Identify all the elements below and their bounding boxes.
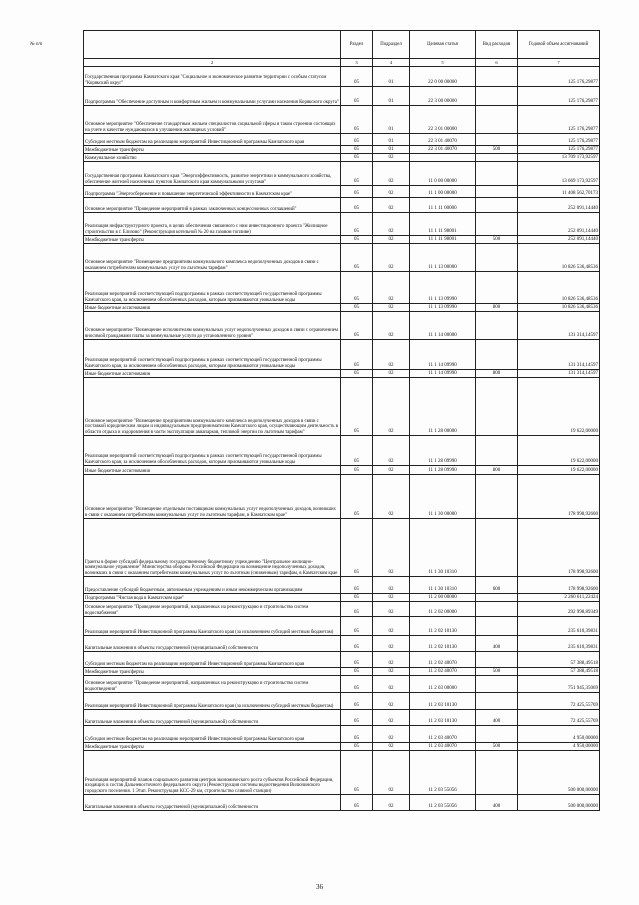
- row-podrazdel-cell: 02: [373, 154, 410, 162]
- row-vid-cell: 800: [476, 304, 518, 312]
- table-row: [84, 162, 600, 186]
- table-row: [84, 751, 600, 795]
- row-sum-cell: 13 709 173,92597: [518, 154, 600, 162]
- row-razdel-cell: 05: [341, 340, 373, 370]
- table-row: [84, 304, 600, 312]
- row-vid-cell: [476, 312, 518, 340]
- row-podrazdel-cell: 02: [373, 710, 410, 726]
- row-name-cell: Гранты в форме субсидий федеральному государственному бюджетному учреждению "Центральное жилищно-коммунальное управление" Министерства обороны Российской Федерации на возмещение недополученных доходов, возникших в связи с оказанием потребителям коммунальных услуг по льготным (сниженным) тарифам, в Камчатском крае: [84, 519, 341, 577]
- row-vid-cell: [476, 244, 518, 272]
- table-row: [84, 134, 600, 146]
- row-sum-cell: 125 176,29877: [518, 106, 600, 134]
- table-row: [84, 636, 600, 652]
- row-sum-cell: 19 622,00000: [518, 466, 600, 475]
- row-name-cell: Реализация мероприятий соответствующей подпрограммы в рамках соответствующей государственной программы Камчатского края, за исключением обособленных расходов, которым присваиваются уникальные коды: [84, 340, 341, 370]
- row-razdel-cell: 05: [341, 186, 373, 198]
- row-podrazdel-cell: 02: [373, 726, 410, 743]
- row-podrazdel-cell: 02: [373, 213, 410, 236]
- row-name-cell: Иные бюджетные ассигнования: [84, 370, 341, 378]
- row-sum-cell: 57 388,49518: [518, 652, 600, 668]
- row-statya-cell: 11 2 02 40070: [410, 668, 476, 676]
- row-razdel-cell: 05: [341, 162, 373, 186]
- row-statya-cell: 11 2 03 00000: [410, 676, 476, 693]
- table-row: [84, 743, 600, 751]
- row-razdel-cell: 05: [341, 272, 373, 304]
- row-podrazdel-cell: 02: [373, 378, 410, 436]
- row-statya-cell: 11 2 02 10130: [410, 636, 476, 652]
- row-razdel-cell: 05: [341, 304, 373, 312]
- row-podrazdel-cell: 02: [373, 162, 410, 186]
- row-statya-cell: 11 2 02 10130: [410, 617, 476, 636]
- table-row: [84, 340, 600, 370]
- header-name-cell: [84, 31, 341, 59]
- row-vid-cell: 400: [476, 795, 518, 811]
- table-row: [84, 272, 600, 304]
- row-sum-cell: 131 314,14597: [518, 370, 600, 378]
- row-podrazdel-cell: 02: [373, 693, 410, 710]
- table-row: [84, 244, 600, 272]
- row-podrazdel-cell: 02: [373, 436, 410, 466]
- row-name-cell: Реализация инфраструктурного проекта, в целях обеспечения связанного с ним инвестиционного проекта "Жилищное строительство в г. Елизово" (Реконструкция котельной № 20 на газовом топливе): [84, 213, 341, 236]
- table-row: [84, 146, 600, 154]
- row-statya-cell: 11 1 00 00000: [410, 186, 476, 198]
- row-vid-cell: [476, 751, 518, 795]
- row-name-cell: Межбюджетные трансферты: [84, 236, 341, 244]
- row-razdel-cell: 05: [341, 726, 373, 743]
- row-razdel-cell: 05: [341, 795, 373, 811]
- row-vid-cell: 500: [476, 236, 518, 244]
- row-name-cell: Капитальные вложения в объекты государственной (муниципальной) собственности: [84, 795, 341, 811]
- row-name-cell: Подпрограмма "Обеспечение доступным и комфортным жильем и коммунальными услугами населения Корякского округа": [84, 87, 341, 106]
- row-podrazdel-cell: 02: [373, 304, 410, 312]
- row-podrazdel-cell: 02: [373, 475, 410, 519]
- row-razdel-cell: 05: [341, 475, 373, 519]
- row-podrazdel-cell: 02: [373, 577, 410, 594]
- row-vid-cell: [476, 340, 518, 370]
- row-podrazdel-cell: 02: [373, 312, 410, 340]
- row-razdel-cell: 05: [341, 751, 373, 795]
- row-vid-cell: [476, 134, 518, 146]
- row-podrazdel-cell: 02: [373, 198, 410, 213]
- row-name-cell: Основное мероприятие "Возмещение предприятиям коммунального комплекса недополученных доходов в связи с оказанием потребителям коммунальных услуг по льготным тарифам": [84, 244, 341, 272]
- row-sum-cell: 131 314,14597: [518, 340, 600, 370]
- row-statya-cell: 11 2 03 40070: [410, 726, 476, 743]
- row-podrazdel-cell: 02: [373, 186, 410, 198]
- row-razdel-cell: 05: [341, 676, 373, 693]
- row-sum-cell: 10 826 536,48536: [518, 272, 600, 304]
- row-name-cell: Государственная программа Камчатского края "Социальное и экономическое развитие территории с особым статусом "Корякский округ": [84, 67, 341, 87]
- row-razdel-cell: 05: [341, 154, 373, 162]
- row-statya-cell: 11 1 14 00000: [410, 312, 476, 340]
- row-razdel-cell: 05: [341, 146, 373, 154]
- row-name-cell: Коммунальное хозяйство: [84, 154, 341, 162]
- row-statya-cell: 11 1 13 09990: [410, 304, 476, 312]
- row-podrazdel-cell: 02: [373, 370, 410, 378]
- row-podrazdel-cell: 02: [373, 676, 410, 693]
- row-statya-cell: 11 1 11 98001: [410, 213, 476, 236]
- row-vid-cell: 500: [476, 146, 518, 154]
- table-row: [84, 213, 600, 236]
- row-razdel-cell: 05: [341, 652, 373, 668]
- row-name-cell: Основное мероприятие "Возмещение предприятиям коммунального комплекса недополученных доходов в связи с поставкой юридическим лицам и индивидуальным предпринимателям Камчатского края, осуществляющим деятельность в области отдыха и оздоровления в части эксплуатации аквапарков, тепловой энергии по льготным тарифам": [84, 378, 341, 436]
- row-sum-cell: 2 260 611,22424: [518, 594, 600, 602]
- row-vid-cell: [476, 617, 518, 636]
- row-name-cell: Основное мероприятие "Обеспечение стандартным жильем специалистов социальной сферы в таком строении состоящих на учете в качестве нуждающихся в улучшении жилищных условий": [84, 106, 341, 134]
- row-razdel-cell: 05: [341, 312, 373, 340]
- table-row: [84, 186, 600, 198]
- row-statya-cell: 11 1 30 10310: [410, 577, 476, 594]
- row-razdel-cell: 05: [341, 198, 373, 213]
- table-row: [84, 710, 600, 726]
- row-vid-cell: [476, 213, 518, 236]
- row-name-cell: Основное мероприятие "Проведение мероприятий в рамках заключенных концессионных соглашений": [84, 198, 341, 213]
- row-statya-cell: 22 3 01 40070: [410, 134, 476, 146]
- row-vid-cell: 800: [476, 466, 518, 475]
- row-vid-cell: [476, 475, 518, 519]
- row-name-cell: Основное мероприятие "Проведение мероприятий, направленных на реконструкцию и строительство систем водоотведения": [84, 676, 341, 693]
- row-vid-cell: [476, 693, 518, 710]
- row-statya-cell: 11 2 03 40070: [410, 743, 476, 751]
- row-podrazdel-cell: 02: [373, 602, 410, 617]
- row-podrazdel-cell: 01: [373, 87, 410, 106]
- row-vid-cell: 500: [476, 668, 518, 676]
- row-name-cell: Основное мероприятие "Возмещение исполнителям коммунальных услуг недополученных доходов в связи с ограничением вносимой гражданами платы за коммунальные услуги до установленного уровня": [84, 312, 341, 340]
- row-statya-cell: 22 3 01 40070: [410, 146, 476, 154]
- header-sum: Годовой объем ассигнований: [518, 31, 600, 59]
- row-vid-cell: [476, 67, 518, 87]
- row-podrazdel-cell: 02: [373, 636, 410, 652]
- row-statya-cell: 11 2 03 55056: [410, 795, 476, 811]
- row-statya-cell: 11 2 03 10130: [410, 693, 476, 710]
- table-row: [84, 154, 600, 162]
- row-sum-cell: 500 000,00000: [518, 795, 600, 811]
- row-sum-cell: 125 176,29877: [518, 87, 600, 106]
- row-razdel-cell: 05: [341, 636, 373, 652]
- row-name-cell: Подпрограмма "Чистая вода в Камчатском крае": [84, 594, 341, 602]
- row-vid-cell: [476, 436, 518, 466]
- row-podrazdel-cell: 02: [373, 236, 410, 244]
- row-statya-cell: 11 1 28 09990: [410, 466, 476, 475]
- row-statya-cell: 11 1 28 00000: [410, 378, 476, 436]
- row-number-column-label: № п/п: [30, 42, 43, 47]
- row-statya-cell: 11 1 11 00000: [410, 198, 476, 213]
- row-vid-cell: [476, 272, 518, 304]
- row-razdel-cell: 05: [341, 594, 373, 602]
- table-row: [84, 236, 600, 244]
- row-vid-cell: [476, 154, 518, 162]
- row-vid-cell: 500: [476, 743, 518, 751]
- table-row: [84, 519, 600, 577]
- row-razdel-cell: 05: [341, 668, 373, 676]
- row-razdel-cell: 05: [341, 436, 373, 466]
- row-sum-cell: 125 176,29877: [518, 146, 600, 154]
- row-name-cell: Основное мероприятие "Возмещение отдельным поставщикам коммунальных услуг недополученных доходов, возникших в связи с оказанием потребителям коммунальных услуг по льготным тарифам, в Камчатском крае": [84, 475, 341, 519]
- row-podrazdel-cell: 01: [373, 67, 410, 87]
- row-sum-cell: 13 669 173,92597: [518, 162, 600, 186]
- table-row: [84, 370, 600, 378]
- row-name-cell: Межбюджетные трансферты: [84, 743, 341, 751]
- row-sum-cell: 500 000,00000: [518, 751, 600, 795]
- row-name-cell: Основное мероприятие "Проведение мероприятий, направленных на реконструкцию и строительство систем водоснабжения": [84, 602, 341, 617]
- row-podrazdel-cell: 02: [373, 244, 410, 272]
- row-vid-cell: [476, 186, 518, 198]
- row-sum-cell: 72 425,55769: [518, 710, 600, 726]
- row-statya-cell: 22 3 00 00000: [410, 87, 476, 106]
- row-razdel-cell: 05: [341, 244, 373, 272]
- row-razdel-cell: 05: [341, 106, 373, 134]
- table-row: [84, 87, 600, 106]
- row-statya-cell: 11 2 02 00000: [410, 602, 476, 617]
- colnum-3: 3: [341, 59, 373, 67]
- row-vid-cell: [476, 652, 518, 668]
- row-statya-cell: 22 0 00 00000: [410, 67, 476, 87]
- row-sum-cell: 292 998,89349: [518, 602, 600, 617]
- row-statya-cell: [410, 154, 476, 162]
- row-sum-cell: 235 610,39831: [518, 636, 600, 652]
- row-sum-cell: 235 610,39831: [518, 617, 600, 636]
- header-podrazdel: Подраздел: [373, 31, 410, 59]
- table-row: [84, 198, 600, 213]
- table-row: [84, 602, 600, 617]
- table-row: [84, 795, 600, 811]
- row-sum-cell: 4 950,00000: [518, 743, 600, 751]
- table-row: [84, 378, 600, 436]
- row-sum-cell: 252 091,14440: [518, 198, 600, 213]
- row-statya-cell: 11 0 00 00000: [410, 162, 476, 186]
- table-row: [84, 676, 600, 693]
- column-number-row: [84, 59, 600, 67]
- row-razdel-cell: 05: [341, 577, 373, 594]
- page-number: 36: [316, 883, 323, 891]
- row-statya-cell: 11 2 03 55056: [410, 751, 476, 795]
- row-vid-cell: [476, 726, 518, 743]
- row-name-cell: Межбюджетные трансферты: [84, 146, 341, 154]
- row-sum-cell: 125 176,29877: [518, 67, 600, 87]
- row-sum-cell: 57 388,49518: [518, 668, 600, 676]
- table-row: [84, 594, 600, 602]
- row-podrazdel-cell: 02: [373, 795, 410, 811]
- header-vid: Вид расходов: [476, 31, 518, 59]
- row-statya-cell: 11 1 11 98001: [410, 236, 476, 244]
- table-row: [84, 67, 600, 87]
- row-sum-cell: 751 945,35069: [518, 676, 600, 693]
- row-statya-cell: 11 1 14 09990: [410, 370, 476, 378]
- row-podrazdel-cell: 02: [373, 668, 410, 676]
- row-name-cell: Капитальные вложения в объекты государственной (муниципальной) собственности: [84, 636, 341, 652]
- table-row: [84, 466, 600, 475]
- row-name-cell: Подпрограмма "Энергосбережение и повышение энергетической эффективности в Камчатском крае": [84, 186, 341, 198]
- row-podrazdel-cell: 02: [373, 652, 410, 668]
- colnum-7: 7: [518, 59, 600, 67]
- row-vid-cell: [476, 198, 518, 213]
- row-name-cell: Межбюджетные трансферты: [84, 668, 341, 676]
- row-name-cell: Субсидии местным бюджетам на реализацию мероприятий Инвестиционной программы Камчатского края: [84, 652, 341, 668]
- row-name-cell: Предоставление субсидий бюджетным, автономным учреждениям и иным некоммерческим организациям: [84, 577, 341, 594]
- row-name-cell: Государственная программа Камчатского края "Энергоэффективность, развитие энергетики и коммунального хозяйства, обеспечение жителей населенных пунктов Камчатского края коммунальными услугами": [84, 162, 341, 186]
- row-podrazdel-cell: 01: [373, 106, 410, 134]
- row-sum-cell: 125 176,29877: [518, 134, 600, 146]
- table-row: [84, 652, 600, 668]
- row-statya-cell: 22 3 01 00000: [410, 106, 476, 134]
- row-statya-cell: 11 1 30 00000: [410, 475, 476, 519]
- row-razdel-cell: 05: [341, 519, 373, 577]
- row-podrazdel-cell: 02: [373, 340, 410, 370]
- table-row: [84, 668, 600, 676]
- colnum-2: 2: [84, 59, 341, 67]
- table-row: [84, 726, 600, 743]
- row-name-cell: Реализация мероприятий Инвестиционной программы Камчатского края (за исключением субсидий местным бюджетам): [84, 617, 341, 636]
- row-statya-cell: 11 1 13 09990: [410, 272, 476, 304]
- row-podrazdel-cell: 01: [373, 146, 410, 154]
- row-sum-cell: 252 091,14440: [518, 213, 600, 236]
- table-row: [84, 693, 600, 710]
- row-razdel-cell: 05: [341, 370, 373, 378]
- table-row: [84, 475, 600, 519]
- row-vid-cell: 400: [476, 636, 518, 652]
- header-statya: Целевая статья: [410, 31, 476, 59]
- table-row: [84, 312, 600, 340]
- row-name-cell: Субсидии местным бюджетам на реализацию мероприятий Инвестиционной программы Камчатского края: [84, 134, 341, 146]
- row-sum-cell: 10 826 536,48536: [518, 304, 600, 312]
- row-sum-cell: 131 314,14597: [518, 312, 600, 340]
- row-razdel-cell: 05: [341, 617, 373, 636]
- row-sum-cell: 178 998,92600: [518, 519, 600, 577]
- row-vid-cell: 600: [476, 577, 518, 594]
- header-razdel: Раздел: [341, 31, 373, 59]
- row-razdel-cell: 05: [341, 693, 373, 710]
- row-vid-cell: [476, 162, 518, 186]
- row-sum-cell: 19 622,00000: [518, 378, 600, 436]
- row-name-cell: Реализация мероприятий планов социального развития центров экономического роста субъектов Российской Федерации, входящих в состав Дальневосточного федерального округа (Реконструкция системы водоотведения Вилючинского городского поселения. 1 Этап. Реконструкция КСС-29 км, строительство сливной станции): [84, 751, 341, 795]
- row-statya-cell: 11 2 00 00000: [410, 594, 476, 602]
- budget-allocation-table: [83, 30, 600, 811]
- row-name-cell: Иные бюджетные ассигнования: [84, 466, 341, 475]
- row-vid-cell: 400: [476, 710, 518, 726]
- row-razdel-cell: 05: [341, 743, 373, 751]
- row-name-cell: Реализация мероприятий соответствующей подпрограммы в рамках соответствующей государственной программы Камчатского края, за исключением обособленных расходов, которым присваиваются уникальные коды: [84, 436, 341, 466]
- row-razdel-cell: 05: [341, 236, 373, 244]
- row-sum-cell: 4 950,00000: [518, 726, 600, 743]
- table-row: [84, 617, 600, 636]
- row-vid-cell: 800: [476, 370, 518, 378]
- row-vid-cell: [476, 602, 518, 617]
- row-razdel-cell: 05: [341, 134, 373, 146]
- row-sum-cell: 178 998,92600: [518, 475, 600, 519]
- table-header-row: [84, 31, 600, 59]
- table-row: [84, 106, 600, 134]
- table-row: [84, 436, 600, 466]
- row-podrazdel-cell: 02: [373, 519, 410, 577]
- row-vid-cell: [476, 87, 518, 106]
- row-statya-cell: 11 1 14 09990: [410, 340, 476, 370]
- row-statya-cell: 11 1 13 00000: [410, 244, 476, 272]
- row-razdel-cell: 05: [341, 67, 373, 87]
- colnum-5: 5: [410, 59, 476, 67]
- colnum-4: 4: [373, 59, 410, 67]
- row-sum-cell: 11 408 562,70173: [518, 186, 600, 198]
- row-podrazdel-cell: 02: [373, 743, 410, 751]
- row-razdel-cell: 05: [341, 378, 373, 436]
- row-sum-cell: 72 425,55769: [518, 693, 600, 710]
- row-razdel-cell: 05: [341, 213, 373, 236]
- row-razdel-cell: 05: [341, 87, 373, 106]
- colnum-6: 6: [476, 59, 518, 67]
- row-statya-cell: 11 1 28 09990: [410, 436, 476, 466]
- row-statya-cell: 11 2 02 40070: [410, 652, 476, 668]
- row-podrazdel-cell: 02: [373, 466, 410, 475]
- row-podrazdel-cell: 02: [373, 272, 410, 304]
- row-razdel-cell: 05: [341, 466, 373, 475]
- row-podrazdel-cell: 02: [373, 751, 410, 795]
- row-statya-cell: 11 1 30 10310: [410, 519, 476, 577]
- row-name-cell: Иные бюджетные ассигнования: [84, 304, 341, 312]
- row-razdel-cell: 05: [341, 710, 373, 726]
- row-sum-cell: 178 998,92600: [518, 577, 600, 594]
- row-vid-cell: [476, 519, 518, 577]
- row-podrazdel-cell: 01: [373, 134, 410, 146]
- row-vid-cell: [476, 676, 518, 693]
- row-vid-cell: [476, 378, 518, 436]
- row-sum-cell: 10 826 536,48536: [518, 244, 600, 272]
- row-podrazdel-cell: 02: [373, 594, 410, 602]
- row-sum-cell: 19 622,00000: [518, 436, 600, 466]
- row-podrazdel-cell: 02: [373, 617, 410, 636]
- row-name-cell: Капитальные вложения в объекты государственной (муниципальной) собственности: [84, 710, 341, 726]
- row-razdel-cell: 05: [341, 602, 373, 617]
- row-name-cell: Субсидии местным бюджетам на реализацию мероприятий Инвестиционной программы Камчатского края: [84, 726, 341, 743]
- row-sum-cell: 252 091,14440: [518, 236, 600, 244]
- row-vid-cell: [476, 106, 518, 134]
- table-row: [84, 577, 600, 594]
- row-name-cell: Реализация мероприятий Инвестиционной программы Камчатского края (за исключением субсидий местным бюджетам): [84, 693, 341, 710]
- row-vid-cell: [476, 594, 518, 602]
- row-statya-cell: 11 2 03 10130: [410, 710, 476, 726]
- row-name-cell: Реализация мероприятий соответствующей подпрограммы в рамках соответствующей государственной программы Камчатского края, за исключением обособленных расходов, которым присваиваются уникальные коды: [84, 272, 341, 304]
